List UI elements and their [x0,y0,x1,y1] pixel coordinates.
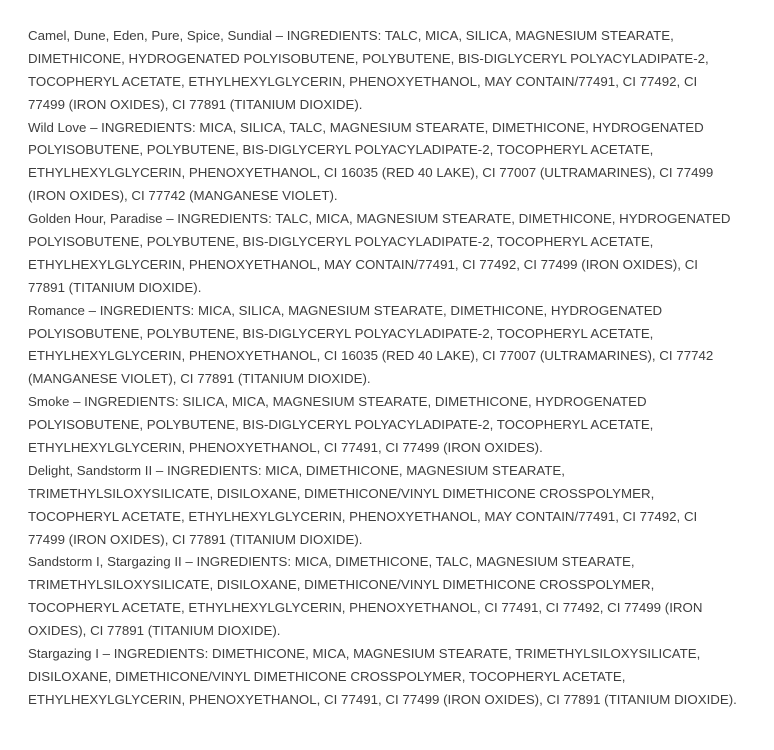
ingredient-paragraph-delight-sandstorm-ii [28,460,774,552]
text-line: ETHYLHEXYLGLYCERIN, PHENOXYETHANOL, MAY CONTAIN/77491, CI 77492, CI 77499 (IRON OXIDES), CI [28,256,698,272]
ingredient-paragraph-wild-love [28,117,774,209]
text-line: ETHYLHEXYLGLYCERIN, PHENOXYETHANOL, CI 16035 (RED 40 LAKE), CI 77007 (ULTRAMARINES), CI 77499 [28,165,714,181]
text-line: Wild Love – INGREDIENTS: MICA, SILICA, TALC, MAGNESIUM STEARATE, DIMETHICONE, HYDROGENATED [28,119,704,135]
text-line: TOCOPHERYL ACETATE, ETHYLHEXYLGLYCERIN, PHENOXYETHANOL, MAY CONTAIN/77491, CI 77492, CI [28,508,698,524]
text-line: Stargazing I – INGREDIENTS: DIMETHICONE, MICA, MAGNESIUM STEARATE, TRIMETHYLSILOXYSILICATE, [28,646,701,662]
text-line: ETHYLHEXYLGLYCERIN, PHENOXYETHANOL, CI 77491, CI 77499 (IRON OXIDES). [28,440,543,456]
ingredient-paragraph-smoke [28,391,774,460]
text-line: POLYISOBUTENE, POLYBUTENE, BIS-DIGLYCERYL POLYACYLADIPATE-2, TOCOPHERYL ACETATE, [28,142,654,158]
text-line: Camel, Dune, Eden, Pure, Spice, Sundial – INGREDIENTS: TALC, MICA, SILICA, MAGNESIUM STEARATE, [28,28,674,43]
text-line: POLYISOBUTENE, POLYBUTENE, BIS-DIGLYCERYL POLYACYLADIPATE-2, TOCOPHERYL ACETATE, [28,234,654,250]
text-line: ETHYLHEXYLGLYCERIN, PHENOXYETHANOL, CI 77491, CI 77499 (IRON OXIDES), CI 77891 (TITANIUM DIOXIDE). [28,691,737,707]
text-line: Sandstorm I, Stargazing II – INGREDIENTS: MICA, DIMETHICONE, TALC, MAGNESIUM STEARATE, [28,554,635,570]
text-line: POLYISOBUTENE, POLYBUTENE, BIS-DIGLYCERYL POLYACYLADIPATE-2, TOCOPHERYL ACETATE, [28,417,654,433]
ingredient-paragraph-sandstorm-i-stargazing-ii [28,551,774,643]
text-line: TRIMETHYLSILOXYSILICATE, DISILOXANE, DIMETHICONE/VINYL DIMETHICONE CROSSPOLYMER, [28,485,655,501]
text-line: DISILOXANE, DIMETHICONE/VINYL DIMETHICONE CROSSPOLYMER, TOCOPHERYL ACETATE, [28,668,626,684]
ingredient-paragraph-stargazing-i [28,643,774,712]
text-line: TOCOPHERYL ACETATE, ETHYLHEXYLGLYCERIN, PHENOXYETHANOL, MAY CONTAIN/77491, CI 77492, CI [28,73,698,89]
text-line: POLYISOBUTENE, POLYBUTENE, BIS-DIGLYCERYL POLYACYLADIPATE-2, TOCOPHERYL ACETATE, [28,325,654,341]
text-line: ETHYLHEXYLGLYCERIN, PHENOXYETHANOL, CI 16035 (RED 40 LAKE), CI 77007 (ULTRAMARINES), CI 77742 [28,348,714,364]
text-line: 77499 (IRON OXIDES), CI 77891 (TITANIUM DIOXIDE). [28,531,363,547]
text-line: TOCOPHERYL ACETATE, ETHYLHEXYLGLYCERIN, PHENOXYETHANOL, CI 77491, CI 77492, CI 77499 (IRON [28,600,703,616]
ingredient-paragraph-romance [28,300,774,392]
text-line: (MANGANESE VIOLET), CI 77891 (TITANIUM DIOXIDE). [28,371,371,387]
text-line: Romance – INGREDIENTS: MICA, SILICA, MAGNESIUM STEARATE, DIMETHICONE, HYDROGENATED [28,302,663,318]
text-line: 77891 (TITANIUM DIOXIDE). [28,279,202,295]
text-line: Delight, Sandstorm II – INGREDIENTS: MICA, DIMETHICONE, MAGNESIUM STEARATE, [28,462,565,478]
text-line: (IRON OXIDES), CI 77742 (MANGANESE VIOLET). [28,188,338,204]
text-line: Smoke – INGREDIENTS: SILICA, MICA, MAGNESIUM STEARATE, DIMETHICONE, HYDROGENATED [28,394,647,410]
ingredient-paragraph-camel-dune-eden-pure-spice-sundial [28,25,774,117]
text-line: 77499 (IRON OXIDES), CI 77891 (TITANIUM DIOXIDE). [28,96,363,112]
text-line: DIMETHICONE, HYDROGENATED POLYISOBUTENE, POLYBUTENE, BIS-DIGLYCERYL POLYACYLADIPATE-2, [28,50,709,66]
text-line: OXIDES), CI 77891 (TITANIUM DIOXIDE). [28,623,281,639]
ingredient-paragraph-golden-hour-paradise [28,208,774,300]
text-line: Golden Hour, Paradise – INGREDIENTS: TALC, MICA, MAGNESIUM STEARATE, DIMETHICONE, HYDROGENATED [28,211,731,227]
text-line: TRIMETHYLSILOXYSILICATE, DISILOXANE, DIMETHICONE/VINYL DIMETHICONE CROSSPOLYMER, [28,577,655,593]
